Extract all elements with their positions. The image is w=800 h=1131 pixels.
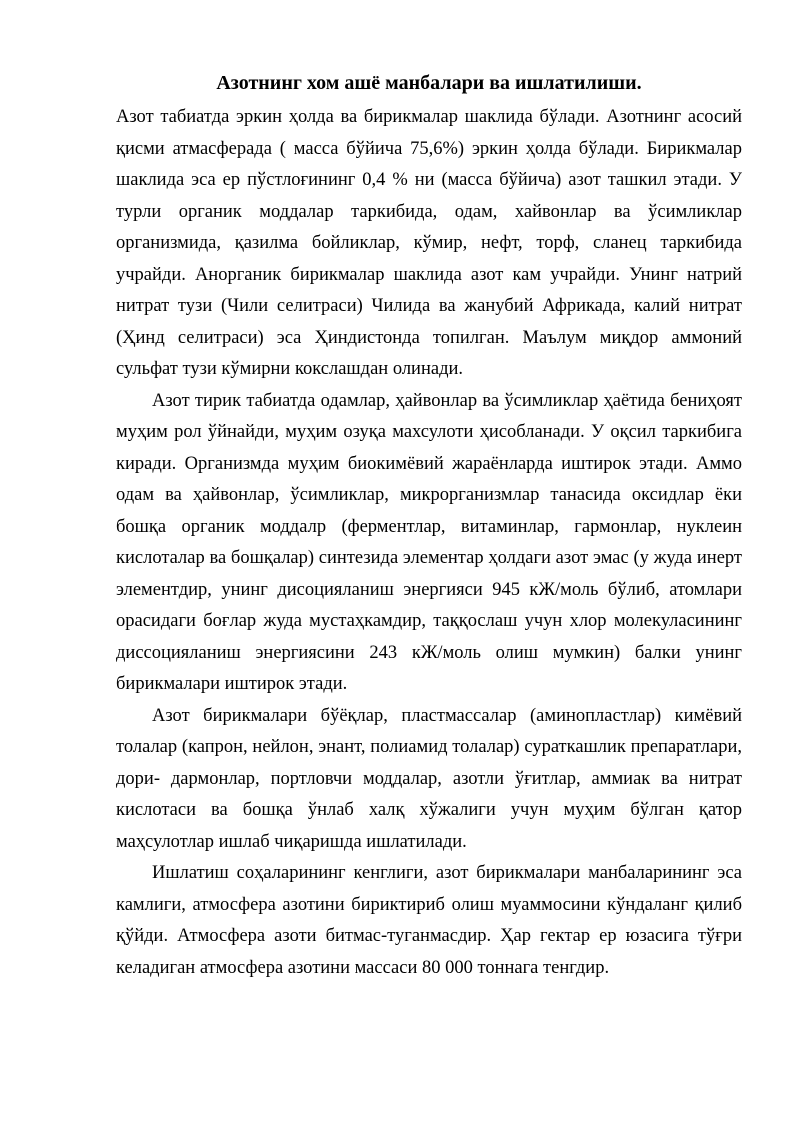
paragraph-1: Азот табиатда эркин ҳолда ва бирикмалар шаклида бўлади. Азотнинг асосий қисми атмасферада ( масса бўйича 75,6%) эркин ҳолда бўлади. Бирикмалар шаклида эса ер пўстлоғининг 0,4 % ни (масса бўйича) азот ташкил этади. У турли органик моддалар таркибида, одам, хайвонлар ва ўсимликлар организмида, қазилма бойликлар, кўмир, нефт, торф, сланец таркибида учрайди. Анорганик бирикмалар шаклида азот кам учрайди. Унинг натрий нитрат тузи (Чили селитраси) Чилида ва жанубий Африкада, калий нитрат (Ҳинд селитраси) эса Ҳиндистонда топилган. Маълум миқдор аммоний сульфат тузи кўмирни кокслашдан олинади. (116, 107, 742, 379)
document-title: Азотнинг хом ашё манбалари ва ишлатилиши. (216, 72, 642, 94)
paragraph-4: Ишлатиш соҳаларининг кенглиги, азот бирикмалари манбаларининг эса камлиги, атмосфера азотини бириктириб олиш муаммосини кўндаланг қилиб қўйди. Атмосфера азоти битмас-туганмасдир. Ҳар гектар ер юзасига тўғри келадиган атмосфера азотини массаси 80 000 тоннага тенгдир. (116, 863, 742, 978)
paragraph-2: Азот тирик табиатда одамлар, ҳайвонлар ва ўсимликлар ҳаётида бениҳоят муҳим рол ўйнайди, муҳим озуқа махсулоти ҳисобланади. У оқсил таркибига киради. Организмда муҳим биокимёвий жараёнларда иштирок этади. Аммо одам ва ҳайвонлар, ўсимликлар, микрорганизмлар танасида оксидлар ёки бошқа органик моддалр (ферментлар, витаминлар, гармонлар, нуклеин кислоталар ва бошқалар) синтезида элементар ҳолдаги азот эмас (у жуда инерт элементдир, унинг дисоцияланиш энергияси 945 кЖ/моль бўлиб, атомлари орасидаги боғлар жуда мустаҳкамдир, таққослаш учун хлор молекуласининг диссоцияланиш энергиясини 243 кЖ/моль олиш мумкин) балки унинг бирикмалари иштирок этади. (116, 390, 742, 694)
document-page (116, 70, 742, 984)
paragraph-3: Азот бирикмалари бўёқлар, пластмассалар (аминопластлар) кимёвий толалар (капрон, нейлон, энант, полиамид толалар) сураткашлик препаратлари, дори- дармонлар, портловчи моддалар, азотли ўғитлар, аммиак ва нитрат кислотаси ва бошқа ўнлаб халқ хўжалиги учун муҳим бўлган қатор маҳсулотлар ишлаб чиқаришда ишлатилади. (116, 705, 742, 852)
